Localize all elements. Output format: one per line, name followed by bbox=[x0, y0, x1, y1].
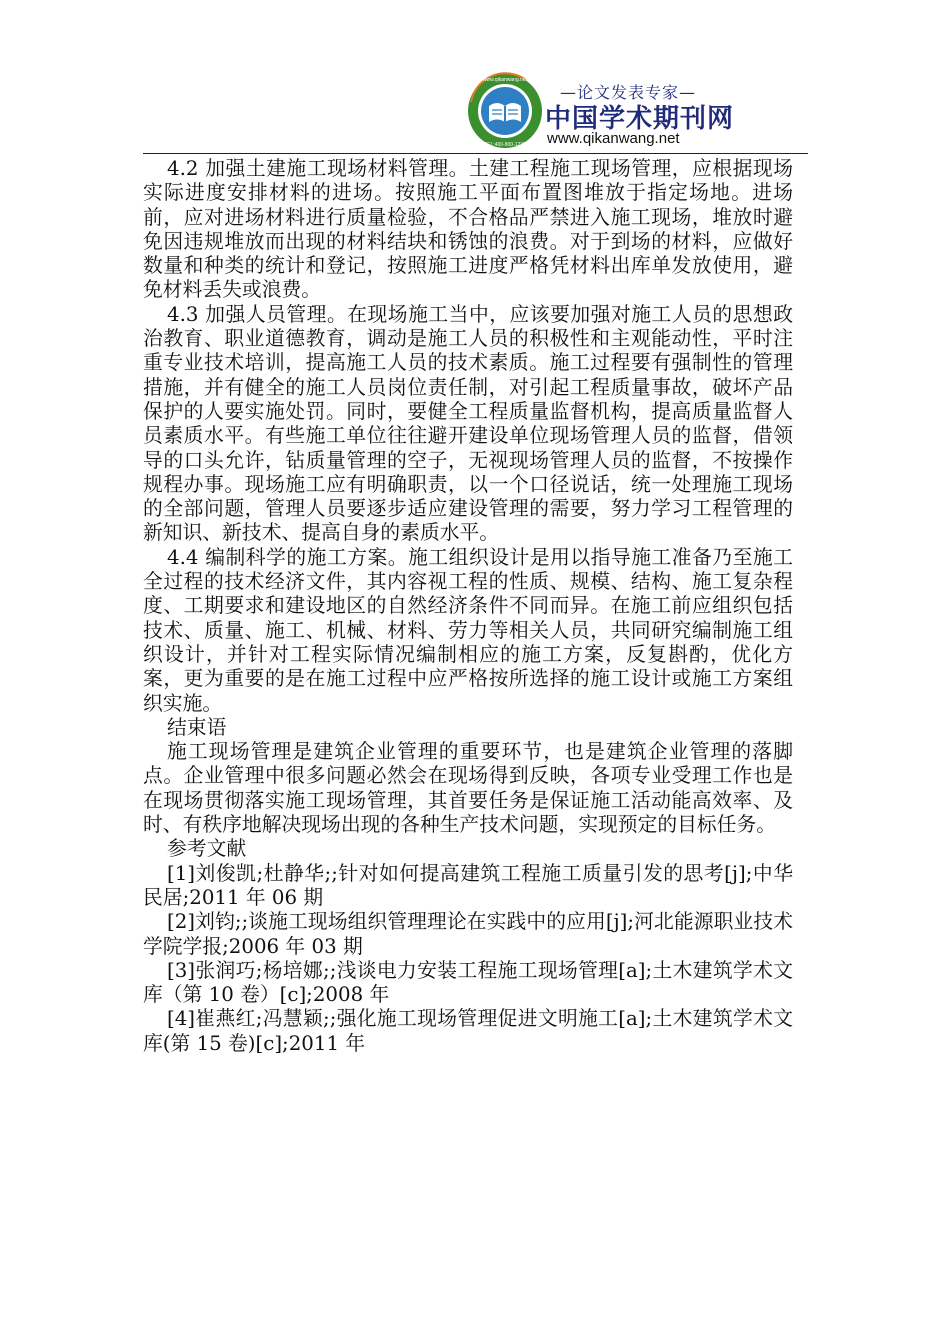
header-divider bbox=[143, 153, 808, 154]
header-brand: 中国学术期刊网 bbox=[545, 104, 735, 134]
reference-item: [4]崔燕红;冯慧颖;;强化施工现场管理促进文明施工[a];土木建筑学术文库(第 15 卷)[c];2011 年 bbox=[143, 1007, 793, 1055]
paragraph-4-4: 4.4 编制科学的施工方案。施工组织设计是用以指导施工准备乃至施工全过程的技术经济文件，其内容视工程的性质、规模、结构、施工复杂程度、工期要求和建设地区的自然经济条件不同而异。在施工前应组织包括技术、质量、施工、机械、材料、劳力等相关人员，共同研究编制施工组织设计，并针对工程实际情况编制相应的施工方案，反复斟酌，优化方案，更为重要的是在施工过程中应严格按所选择的施工设计或施工方案组织实施。 bbox=[143, 545, 793, 715]
references-heading: 参考文献 bbox=[167, 837, 247, 861]
header-slogan: —论文发表专家— bbox=[560, 83, 697, 102]
paragraph-4-2: 4.2 加强土建施工现场材料管理。土建工程施工现场管理，应根据现场实际进度安排材料的进场。按照施工平面布置图堆放于指定场地。进场前，应对进场材料进行质量检验，不合格品严禁进入施工现场，堆放时避免因违规堆放而出现的材料结块和锈蚀的浪费。对于到场的材料，应做好数量和种类的统计和登记，按照施工进度严格凭材料出库单发放使用，避免材料丢失或浪费。 bbox=[143, 157, 793, 302]
logo-ring-text-bottom: TEL:400-800-1233 bbox=[484, 142, 526, 148]
conclusion-paragraph: 施工现场管理是建筑企业管理的重要环节，也是建筑企业管理的落脚点。企业管理中很多问题必然会在现场得到反映，各项专业受理工作也是在现场贯彻落实施工现场管理，其首要任务是保证施工活动能高效率、及时、有秩序地解决现场出现的各种生产技术问题，实现预定的目标任务。 bbox=[143, 740, 793, 837]
reference-item: [1]刘俊凯;杜静华;;针对如何提高建筑工程施工质量引发的思考[j];中华民居;2011 年 06 期 bbox=[143, 861, 793, 909]
page-header bbox=[0, 0, 950, 155]
header-url: www.qikanwang.net bbox=[547, 130, 680, 147]
logo-ring-text-top: www.qikanwang.net bbox=[482, 77, 528, 83]
conclusion-heading: 结束语 bbox=[167, 715, 227, 739]
reference-item: [2]刘钧;;谈施工现场组织管理理论在实践中的应用[j];河北能源职业技术学院学报;2006 年 03 期 bbox=[143, 910, 793, 958]
document-body bbox=[143, 157, 793, 1056]
reference-item: [3]张润巧;杨培娜;;浅谈电力安装工程施工现场管理[a];土木建筑学术文库（第 10 卷）[c];2008 年 bbox=[143, 958, 793, 1007]
qikanwang-logo-icon bbox=[466, 72, 544, 150]
paragraph-4-3: 4.3 加强人员管理。在现场施工当中，应该要加强对施工人员的思想政治教育、职业道德教育，调动是施工人员的积极性和主观能动性，平时注重专业技术培训，提高施工人员的技术素质。施工过程要有强制性的管理措施，并有健全的施工人员岗位责任制，对引起工程质量事故，破坏产品保护的人要实施处罚。同时，要健全工程质量监督机构，提高质量监督人员素质水平。有些施工单位往往避开建设单位现场管理人员的监督，借领导的口头允许，钻质量管理的空子，无视现场管理人员的监督，不按操作规程办事。现场施工应有明确职责，以一个口径说话，统一处理施工现场的全部问题，管理人员要逐步适应建设管理的需要，努力学习工程管理的新知识、新技术、提高自身的素质水平。 bbox=[143, 302, 793, 545]
